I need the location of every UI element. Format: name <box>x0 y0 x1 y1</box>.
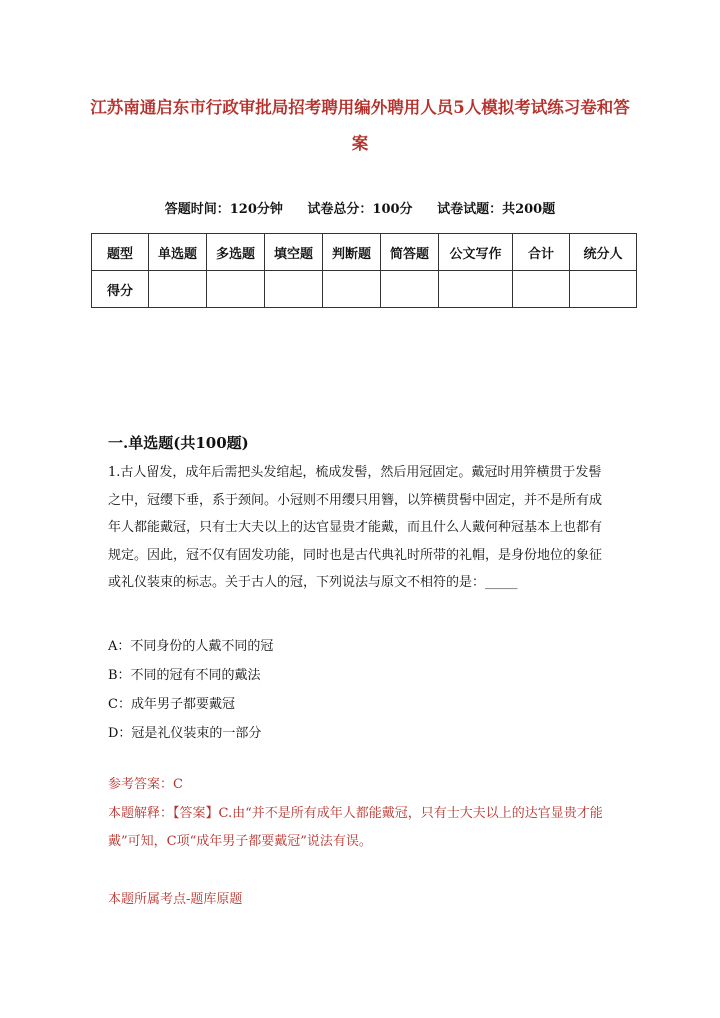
score-cell <box>439 271 513 308</box>
option-list <box>108 632 613 748</box>
header-cell-multi-choice: 多选题 <box>207 234 265 271</box>
exam-stats <box>110 198 610 217</box>
header-cell-type: 题型 <box>92 234 149 271</box>
section-heading: 一.单选题(共100题) <box>108 434 249 452</box>
header-cell-single-choice: 单选题 <box>149 234 207 271</box>
score-cell <box>207 271 265 308</box>
score-cell <box>570 271 637 308</box>
reference-answer: 参考答案：C <box>108 777 183 792</box>
header-cell-true-false: 判断题 <box>323 234 381 271</box>
score-cell <box>149 271 207 308</box>
document-title: 江苏南通启东市行政审批局招考聘用编外聘用人员5人模拟考试练习卷和答案 <box>90 98 630 153</box>
header-cell-scorer: 统分人 <box>570 234 637 271</box>
score-cell <box>513 271 570 308</box>
score-table <box>91 233 637 308</box>
option-a: A：不同身份的人戴不同的冠 <box>108 639 274 654</box>
exam-total-score: 试卷总分：100分 <box>307 202 413 217</box>
score-cell <box>265 271 323 308</box>
knowledge-point: 本题所属考点-题库原题 <box>108 892 243 907</box>
exam-time: 答题时间：120分钟 <box>164 202 283 217</box>
header-cell-fill-blank: 填空题 <box>265 234 323 271</box>
score-cell <box>323 271 381 308</box>
score-row-label: 得分 <box>92 271 149 308</box>
option-b: B：不同的冠有不同的戴法 <box>108 668 261 683</box>
question-text: 1.古人留发，成年后需把头发绾起，梳成发髻，然后用冠固定。戴冠时用笄横贯于发髻之中，冠缨下垂，系于颈间。小冠则不用缨只用簪，以笄横贯髻中固定，并不是所有成年人都能戴冠，只有士大夫以上的达官显贵才能戴，而且什么人戴何种冠基本上也都有规定。因此，冠不仅有固发功能，同时也是古代典礼时所带的礼帽，是身份地位的象征或礼仪装束的标志。关于古人的冠，下列说法与原文不相符的是：_____ <box>108 465 603 590</box>
option-c: C：成年男子都要戴冠 <box>108 697 235 712</box>
score-cell <box>381 271 439 308</box>
header-cell-short-answer: 简答题 <box>381 234 439 271</box>
score-table-header-row <box>92 234 637 271</box>
option-d: D：冠是礼仪装束的一部分 <box>108 726 262 741</box>
header-cell-official-writing: 公文写作 <box>439 234 513 271</box>
score-table-score-row <box>92 271 637 308</box>
answer-explanation: 本题解释：【答案】C.由“并不是所有成年人都能戴冠，只有士大夫以上的达官显贵才能戴”可知，C项“成年男子都要戴冠”说法有误。 <box>108 806 603 849</box>
header-cell-total: 合计 <box>513 234 570 271</box>
exam-question-count: 试卷试题：共200题 <box>437 202 556 217</box>
